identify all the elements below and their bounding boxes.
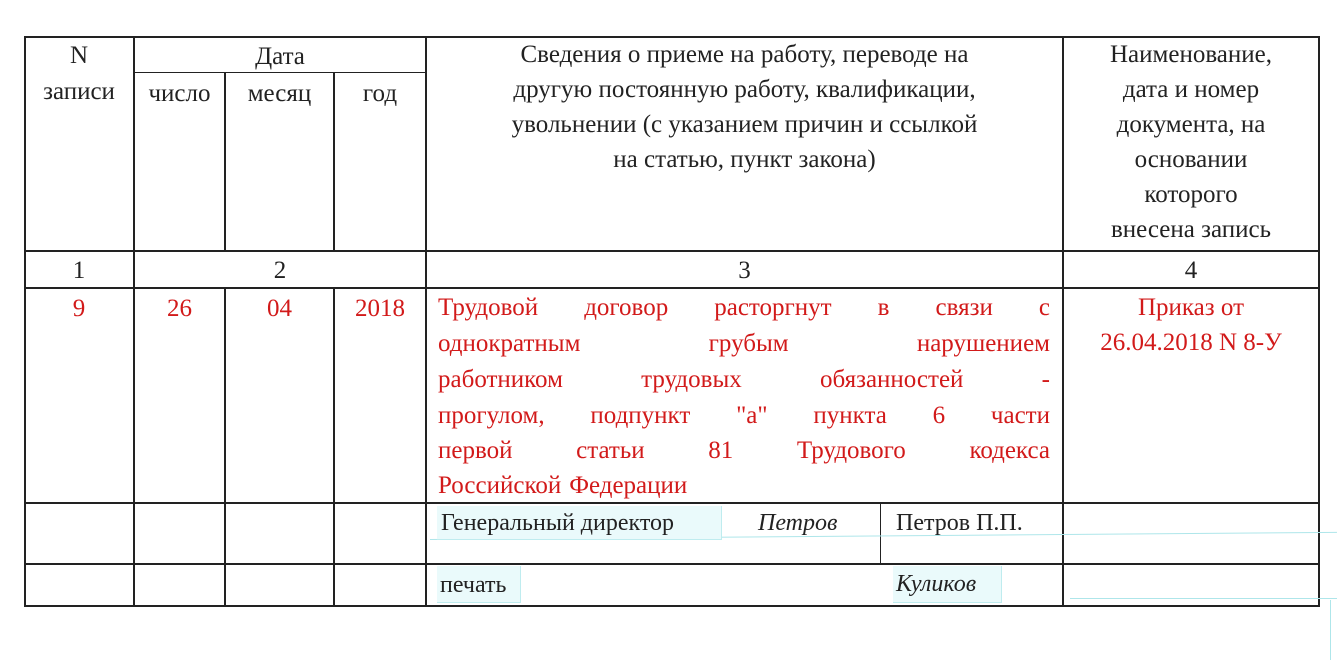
entry-document-line: 26.04.2018 N 8-У (1100, 329, 1282, 356)
word: расторгнут (714, 294, 832, 321)
row-rule (24, 250, 1320, 252)
col-rule (133, 36, 135, 607)
column-number-1: 1 (72, 257, 86, 284)
header-document-line: Наименование, (1110, 41, 1272, 68)
column-number-4: 4 (1184, 257, 1198, 284)
entry-text-line (438, 362, 1050, 397)
word: договор (584, 294, 669, 321)
word: однократным (438, 330, 581, 357)
record-year: 2018 (355, 295, 405, 322)
entry-text-line (438, 433, 1050, 468)
word: с (1038, 294, 1050, 321)
word: статьи (576, 437, 645, 464)
word: Трудового (796, 437, 906, 464)
word: - (1041, 366, 1050, 393)
column-number-2: 2 (273, 257, 287, 284)
stamp-label: печать (440, 572, 507, 598)
word: пункта (813, 402, 887, 429)
word: обязанностей (819, 366, 964, 393)
header-info-line: на статью, пункт закона) (613, 146, 876, 173)
word: части (990, 402, 1050, 429)
word: Трудовой (438, 294, 539, 321)
entry-text-line (438, 326, 1050, 361)
entry-text-line (438, 290, 1050, 325)
header-day: число (148, 80, 211, 107)
header-info (426, 37, 1063, 177)
header-year: год (362, 80, 398, 107)
header-info-line: Сведения о приеме на работу, переводе на (520, 41, 969, 68)
word: первой (438, 437, 513, 464)
table-border-bottom (24, 605, 1320, 607)
word: кодекса (969, 437, 1050, 464)
header-document-line: внесена запись (1110, 216, 1272, 243)
word: прогулом, (438, 402, 545, 429)
word: связи (935, 294, 993, 321)
header-info-line: увольнении (с указанием причин и ссылкой (511, 111, 978, 138)
word: трудовых (641, 366, 742, 393)
col-rule (333, 287, 335, 607)
row-rule (24, 563, 1320, 565)
word: грубым (708, 330, 789, 357)
word: 81 (708, 437, 734, 464)
word: работником (438, 366, 563, 393)
header-document (1063, 37, 1319, 247)
header-date: Дата (255, 43, 305, 70)
word: Федерации (569, 472, 688, 499)
word: "а" (736, 402, 768, 429)
header-document-line: которого (1144, 181, 1238, 208)
word: подпункт (590, 402, 691, 429)
signature-kulikov: Куликов (896, 571, 977, 597)
header-n-entries: записи (43, 78, 115, 105)
signatory-position: Генеральный директор (441, 510, 675, 536)
entry-text-line (438, 398, 1050, 433)
header-document-line: основании (1134, 146, 1248, 173)
word: Российской (438, 472, 562, 499)
col-rule (880, 502, 881, 563)
header-document-line: дата и номер (1122, 76, 1260, 103)
entry-text-line (438, 468, 1050, 503)
record-month: 04 (267, 295, 292, 322)
signature-petrov: Петров (758, 510, 838, 536)
table-border-left (24, 36, 26, 607)
header-month: месяц (247, 80, 312, 107)
col-rule (224, 287, 226, 607)
column-number-3: 3 (738, 257, 751, 284)
word: нарушением (916, 330, 1050, 357)
header-n: N (69, 42, 89, 69)
entry-document (1063, 290, 1319, 360)
scan-artifact-line (1070, 598, 1337, 599)
record-number: 9 (72, 295, 86, 322)
header-document-line: документа, на (1116, 111, 1266, 138)
word: в (877, 294, 890, 321)
row-rule (24, 287, 1320, 289)
entry-document-line: Приказ от (1137, 294, 1245, 321)
signatory-name: Петров П.П. (896, 510, 1023, 536)
row-rule (134, 72, 426, 73)
scan-artifact-line (1330, 600, 1331, 660)
header-info-line: другую постоянную работу, квалификации, (513, 76, 976, 103)
record-day: 26 (167, 295, 192, 322)
word: 6 (932, 402, 946, 429)
